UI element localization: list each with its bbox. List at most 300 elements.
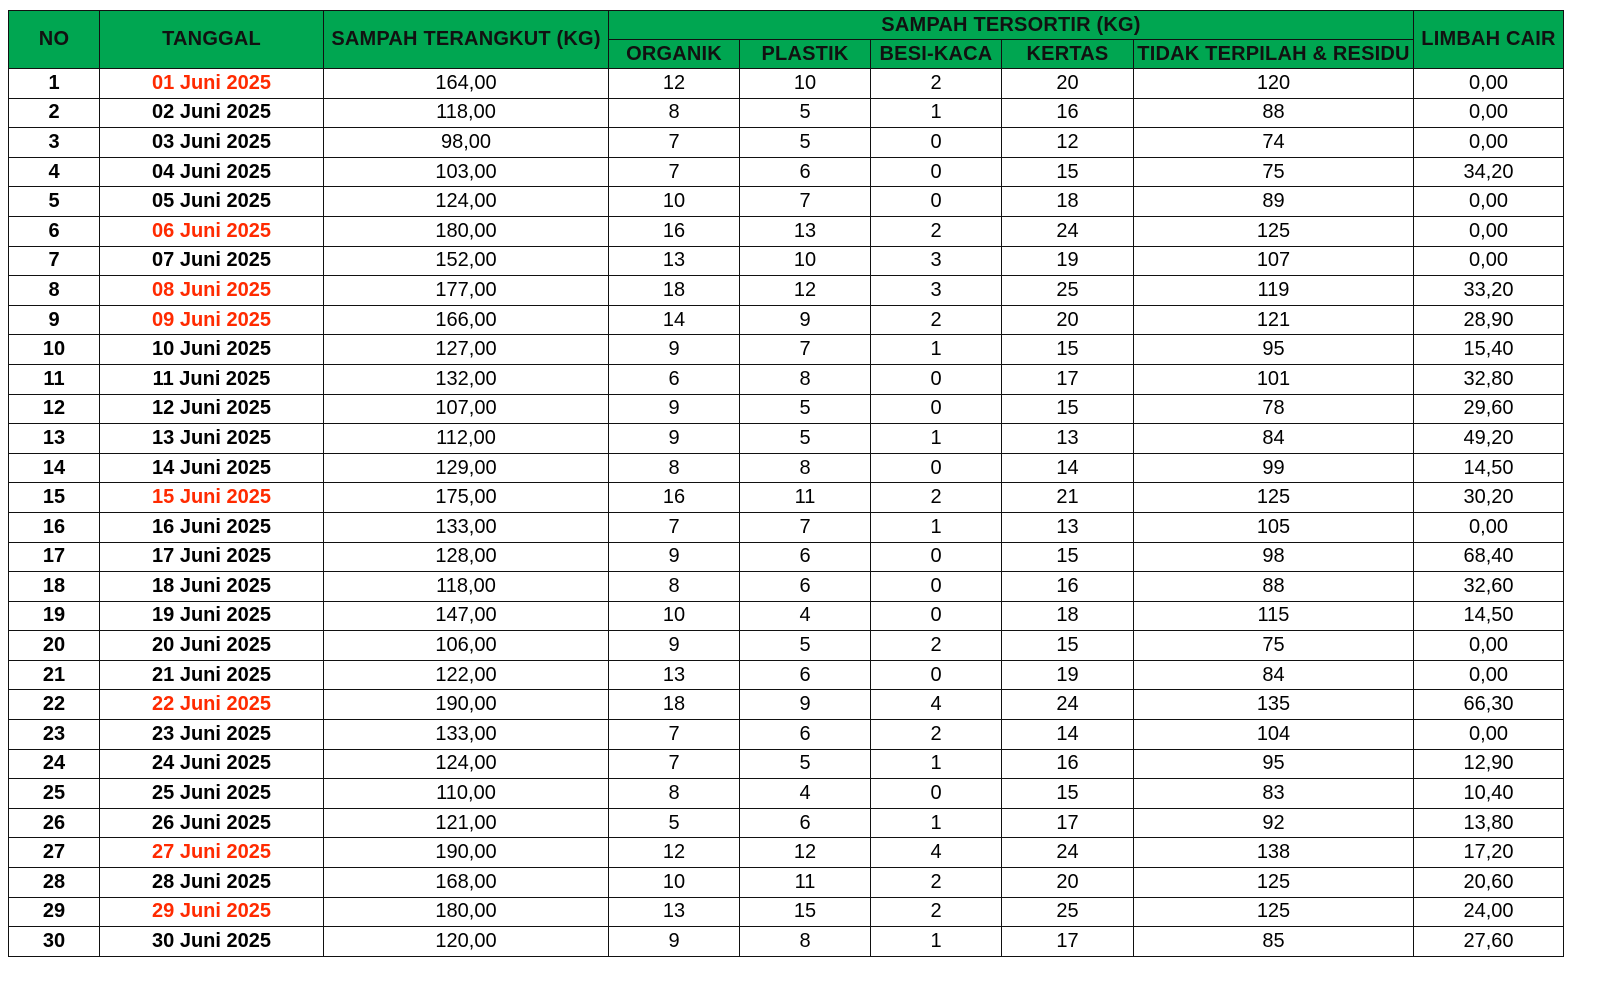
cell-limbah-cair: 0,00: [1414, 631, 1564, 661]
cell-residu: 119: [1134, 276, 1414, 306]
cell-tanggal: 19 Juni 2025: [100, 601, 324, 631]
cell-plastik: 7: [740, 512, 871, 542]
cell-tanggal: 21 Juni 2025: [100, 660, 324, 690]
cell-kertas: 18: [1002, 601, 1134, 631]
cell-limbah-cair: 14,50: [1414, 453, 1564, 483]
cell-no: 18: [9, 572, 100, 602]
table-row: [9, 394, 1564, 424]
cell-organik: 7: [609, 512, 740, 542]
table-header: [9, 11, 1564, 69]
cell-organik: 7: [609, 157, 740, 187]
cell-limbah-cair: 0,00: [1414, 246, 1564, 276]
cell-organik: 8: [609, 453, 740, 483]
cell-besi-kaca: 2: [871, 631, 1002, 661]
cell-limbah-cair: 13,80: [1414, 808, 1564, 838]
cell-organik: 12: [609, 838, 740, 868]
table-row: [9, 868, 1564, 898]
cell-kertas: 16: [1002, 749, 1134, 779]
cell-residu: 125: [1134, 868, 1414, 898]
cell-limbah-cair: 0,00: [1414, 128, 1564, 158]
cell-limbah-cair: 68,40: [1414, 542, 1564, 572]
cell-no: 2: [9, 98, 100, 128]
table-row: [9, 69, 1564, 99]
cell-besi-kaca: 1: [871, 512, 1002, 542]
cell-plastik: 6: [740, 808, 871, 838]
cell-limbah-cair: 32,80: [1414, 364, 1564, 394]
cell-organik: 9: [609, 424, 740, 454]
cell-organik: 13: [609, 246, 740, 276]
cell-terangkut: 98,00: [324, 128, 609, 158]
cell-tanggal: 20 Juni 2025: [100, 631, 324, 661]
cell-plastik: 8: [740, 364, 871, 394]
table-row: [9, 483, 1564, 513]
cell-limbah-cair: 0,00: [1414, 660, 1564, 690]
cell-tanggal: 07 Juni 2025: [100, 246, 324, 276]
cell-terangkut: 106,00: [324, 631, 609, 661]
cell-kertas: 17: [1002, 808, 1134, 838]
cell-residu: 120: [1134, 69, 1414, 99]
header-no: NO: [9, 11, 100, 69]
cell-terangkut: 103,00: [324, 157, 609, 187]
cell-plastik: 5: [740, 424, 871, 454]
cell-plastik: 12: [740, 838, 871, 868]
cell-limbah-cair: 10,40: [1414, 779, 1564, 809]
cell-tanggal: 17 Juni 2025: [100, 542, 324, 572]
cell-kertas: 24: [1002, 690, 1134, 720]
cell-kertas: 24: [1002, 216, 1134, 246]
cell-terangkut: 107,00: [324, 394, 609, 424]
cell-kertas: 25: [1002, 276, 1134, 306]
cell-plastik: 11: [740, 483, 871, 513]
cell-organik: 9: [609, 542, 740, 572]
table-row: [9, 187, 1564, 217]
cell-terangkut: 122,00: [324, 660, 609, 690]
cell-tanggal: 05 Juni 2025: [100, 187, 324, 217]
cell-no: 14: [9, 453, 100, 483]
cell-plastik: 5: [740, 749, 871, 779]
header-tanggal: TANGGAL: [100, 11, 324, 69]
cell-kertas: 16: [1002, 572, 1134, 602]
cell-plastik: 8: [740, 927, 871, 957]
header-organik: ORGANIK: [609, 40, 740, 69]
cell-limbah-cair: 12,90: [1414, 749, 1564, 779]
cell-tanggal: 11 Juni 2025: [100, 364, 324, 394]
cell-organik: 9: [609, 335, 740, 365]
cell-limbah-cair: 27,60: [1414, 927, 1564, 957]
cell-terangkut: 175,00: [324, 483, 609, 513]
cell-no: 6: [9, 216, 100, 246]
cell-besi-kaca: 4: [871, 690, 1002, 720]
table-row: [9, 424, 1564, 454]
cell-no: 19: [9, 601, 100, 631]
cell-besi-kaca: 1: [871, 808, 1002, 838]
cell-besi-kaca: 0: [871, 394, 1002, 424]
table-row: [9, 305, 1564, 335]
cell-kertas: 19: [1002, 660, 1134, 690]
cell-limbah-cair: 0,00: [1414, 512, 1564, 542]
cell-besi-kaca: 0: [871, 542, 1002, 572]
cell-plastik: 4: [740, 601, 871, 631]
cell-organik: 9: [609, 927, 740, 957]
cell-limbah-cair: 29,60: [1414, 394, 1564, 424]
cell-terangkut: 168,00: [324, 868, 609, 898]
cell-besi-kaca: 2: [871, 868, 1002, 898]
cell-plastik: 6: [740, 660, 871, 690]
cell-tanggal: 23 Juni 2025: [100, 720, 324, 750]
cell-besi-kaca: 1: [871, 335, 1002, 365]
cell-kertas: 15: [1002, 394, 1134, 424]
table-row: [9, 453, 1564, 483]
cell-kertas: 13: [1002, 424, 1134, 454]
cell-no: 8: [9, 276, 100, 306]
cell-terangkut: 118,00: [324, 98, 609, 128]
cell-no: 13: [9, 424, 100, 454]
cell-plastik: 8: [740, 453, 871, 483]
cell-kertas: 15: [1002, 157, 1134, 187]
header-sampah-tersortir: SAMPAH TERSORTIR (KG): [609, 11, 1414, 40]
cell-terangkut: 124,00: [324, 749, 609, 779]
cell-organik: 8: [609, 779, 740, 809]
cell-plastik: 4: [740, 779, 871, 809]
cell-besi-kaca: 0: [871, 572, 1002, 602]
cell-kertas: 25: [1002, 897, 1134, 927]
cell-tanggal: 06 Juni 2025: [100, 216, 324, 246]
cell-no: 4: [9, 157, 100, 187]
cell-terangkut: 133,00: [324, 512, 609, 542]
cell-residu: 125: [1134, 216, 1414, 246]
cell-besi-kaca: 2: [871, 720, 1002, 750]
cell-kertas: 24: [1002, 838, 1134, 868]
cell-no: 26: [9, 808, 100, 838]
cell-organik: 6: [609, 364, 740, 394]
cell-tanggal: 14 Juni 2025: [100, 453, 324, 483]
cell-tanggal: 12 Juni 2025: [100, 394, 324, 424]
table-row: [9, 98, 1564, 128]
cell-no: 22: [9, 690, 100, 720]
cell-residu: 125: [1134, 897, 1414, 927]
cell-residu: 105: [1134, 512, 1414, 542]
cell-organik: 10: [609, 868, 740, 898]
cell-tanggal: 22 Juni 2025: [100, 690, 324, 720]
cell-no: 30: [9, 927, 100, 957]
cell-organik: 16: [609, 483, 740, 513]
cell-no: 23: [9, 720, 100, 750]
cell-kertas: 15: [1002, 779, 1134, 809]
cell-limbah-cair: 15,40: [1414, 335, 1564, 365]
cell-organik: 13: [609, 897, 740, 927]
cell-plastik: 9: [740, 305, 871, 335]
cell-no: 1: [9, 69, 100, 99]
cell-tanggal: 10 Juni 2025: [100, 335, 324, 365]
cell-plastik: 7: [740, 335, 871, 365]
cell-residu: 74: [1134, 128, 1414, 158]
cell-organik: 5: [609, 808, 740, 838]
cell-organik: 16: [609, 216, 740, 246]
cell-plastik: 15: [740, 897, 871, 927]
table-row: [9, 690, 1564, 720]
cell-terangkut: 110,00: [324, 779, 609, 809]
cell-residu: 95: [1134, 335, 1414, 365]
cell-besi-kaca: 0: [871, 601, 1002, 631]
cell-residu: 83: [1134, 779, 1414, 809]
cell-residu: 121: [1134, 305, 1414, 335]
cell-organik: 13: [609, 660, 740, 690]
table-row: [9, 276, 1564, 306]
cell-besi-kaca: 4: [871, 838, 1002, 868]
cell-residu: 84: [1134, 424, 1414, 454]
cell-residu: 135: [1134, 690, 1414, 720]
cell-no: 20: [9, 631, 100, 661]
table-row: [9, 897, 1564, 927]
cell-besi-kaca: 2: [871, 69, 1002, 99]
cell-tanggal: 08 Juni 2025: [100, 276, 324, 306]
table-row: [9, 631, 1564, 661]
cell-terangkut: 124,00: [324, 187, 609, 217]
cell-plastik: 6: [740, 157, 871, 187]
cell-plastik: 6: [740, 572, 871, 602]
cell-terangkut: 120,00: [324, 927, 609, 957]
cell-plastik: 12: [740, 276, 871, 306]
cell-kertas: 14: [1002, 720, 1134, 750]
cell-terangkut: 133,00: [324, 720, 609, 750]
cell-no: 9: [9, 305, 100, 335]
header-residu: TIDAK TERPILAH & RESIDU: [1134, 40, 1414, 69]
cell-no: 10: [9, 335, 100, 365]
cell-organik: 7: [609, 720, 740, 750]
cell-limbah-cair: 20,60: [1414, 868, 1564, 898]
header-besi-kaca: BESI-KACA: [871, 40, 1002, 69]
cell-limbah-cair: 30,20: [1414, 483, 1564, 513]
cell-residu: 99: [1134, 453, 1414, 483]
cell-organik: 10: [609, 187, 740, 217]
table-row: [9, 660, 1564, 690]
cell-residu: 88: [1134, 572, 1414, 602]
cell-tanggal: 26 Juni 2025: [100, 808, 324, 838]
cell-plastik: 9: [740, 690, 871, 720]
cell-besi-kaca: 0: [871, 187, 1002, 217]
cell-terangkut: 112,00: [324, 424, 609, 454]
cell-tanggal: 18 Juni 2025: [100, 572, 324, 602]
header-sampah-terangkut: SAMPAH TERANGKUT (KG): [324, 11, 609, 69]
cell-kertas: 14: [1002, 453, 1134, 483]
cell-tanggal: 28 Juni 2025: [100, 868, 324, 898]
cell-terangkut: 129,00: [324, 453, 609, 483]
cell-tanggal: 09 Juni 2025: [100, 305, 324, 335]
cell-besi-kaca: 0: [871, 660, 1002, 690]
cell-besi-kaca: 2: [871, 305, 1002, 335]
cell-limbah-cair: 34,20: [1414, 157, 1564, 187]
cell-residu: 138: [1134, 838, 1414, 868]
table-row: [9, 364, 1564, 394]
table-row: [9, 335, 1564, 365]
cell-organik: 14: [609, 305, 740, 335]
cell-limbah-cair: 33,20: [1414, 276, 1564, 306]
cell-limbah-cair: 28,90: [1414, 305, 1564, 335]
cell-tanggal: 02 Juni 2025: [100, 98, 324, 128]
waste-data-table: [8, 10, 1564, 957]
header-plastik: PLASTIK: [740, 40, 871, 69]
table-row: [9, 572, 1564, 602]
cell-terangkut: 127,00: [324, 335, 609, 365]
cell-no: 11: [9, 364, 100, 394]
waste-report-sheet: [8, 10, 1564, 957]
cell-residu: 88: [1134, 98, 1414, 128]
cell-kertas: 17: [1002, 364, 1134, 394]
table-row: [9, 808, 1564, 838]
cell-limbah-cair: 24,00: [1414, 897, 1564, 927]
cell-plastik: 6: [740, 542, 871, 572]
cell-residu: 75: [1134, 631, 1414, 661]
cell-besi-kaca: 1: [871, 424, 1002, 454]
table-row: [9, 512, 1564, 542]
cell-no: 7: [9, 246, 100, 276]
cell-besi-kaca: 2: [871, 216, 1002, 246]
cell-besi-kaca: 2: [871, 897, 1002, 927]
cell-besi-kaca: 0: [871, 453, 1002, 483]
cell-limbah-cair: 49,20: [1414, 424, 1564, 454]
cell-organik: 10: [609, 601, 740, 631]
cell-residu: 104: [1134, 720, 1414, 750]
table-row: [9, 749, 1564, 779]
table-body: [9, 69, 1564, 957]
cell-plastik: 11: [740, 868, 871, 898]
table-row: [9, 216, 1564, 246]
cell-tanggal: 29 Juni 2025: [100, 897, 324, 927]
cell-no: 12: [9, 394, 100, 424]
cell-kertas: 19: [1002, 246, 1134, 276]
cell-besi-kaca: 0: [871, 779, 1002, 809]
cell-limbah-cair: 0,00: [1414, 216, 1564, 246]
cell-tanggal: 25 Juni 2025: [100, 779, 324, 809]
cell-kertas: 20: [1002, 868, 1134, 898]
cell-terangkut: 164,00: [324, 69, 609, 99]
cell-kertas: 15: [1002, 542, 1134, 572]
cell-no: 24: [9, 749, 100, 779]
cell-plastik: 5: [740, 98, 871, 128]
cell-plastik: 10: [740, 246, 871, 276]
cell-no: 21: [9, 660, 100, 690]
cell-plastik: 6: [740, 720, 871, 750]
table-row: [9, 542, 1564, 572]
table-row: [9, 720, 1564, 750]
cell-residu: 101: [1134, 364, 1414, 394]
cell-kertas: 21: [1002, 483, 1134, 513]
cell-besi-kaca: 3: [871, 276, 1002, 306]
cell-organik: 18: [609, 690, 740, 720]
cell-tanggal: 13 Juni 2025: [100, 424, 324, 454]
cell-organik: 7: [609, 749, 740, 779]
cell-organik: 9: [609, 631, 740, 661]
table-row: [9, 838, 1564, 868]
cell-besi-kaca: 2: [871, 483, 1002, 513]
cell-limbah-cair: 0,00: [1414, 69, 1564, 99]
cell-no: 15: [9, 483, 100, 513]
cell-residu: 95: [1134, 749, 1414, 779]
cell-kertas: 16: [1002, 98, 1134, 128]
cell-terangkut: 177,00: [324, 276, 609, 306]
cell-tanggal: 27 Juni 2025: [100, 838, 324, 868]
cell-terangkut: 180,00: [324, 216, 609, 246]
cell-besi-kaca: 1: [871, 749, 1002, 779]
cell-kertas: 13: [1002, 512, 1134, 542]
cell-terangkut: 121,00: [324, 808, 609, 838]
cell-limbah-cair: 66,30: [1414, 690, 1564, 720]
cell-organik: 8: [609, 98, 740, 128]
cell-limbah-cair: 0,00: [1414, 98, 1564, 128]
cell-besi-kaca: 3: [871, 246, 1002, 276]
cell-no: 5: [9, 187, 100, 217]
header-limbah-cair: LIMBAH CAIR: [1414, 11, 1564, 69]
table-row: [9, 246, 1564, 276]
cell-no: 28: [9, 868, 100, 898]
cell-plastik: 13: [740, 216, 871, 246]
cell-kertas: 17: [1002, 927, 1134, 957]
cell-organik: 18: [609, 276, 740, 306]
cell-plastik: 5: [740, 128, 871, 158]
cell-plastik: 5: [740, 394, 871, 424]
cell-terangkut: 190,00: [324, 838, 609, 868]
cell-plastik: 10: [740, 69, 871, 99]
cell-terangkut: 180,00: [324, 897, 609, 927]
header-kertas: KERTAS: [1002, 40, 1134, 69]
cell-residu: 107: [1134, 246, 1414, 276]
cell-terangkut: 152,00: [324, 246, 609, 276]
cell-no: 29: [9, 897, 100, 927]
table-row: [9, 157, 1564, 187]
cell-no: 16: [9, 512, 100, 542]
cell-residu: 78: [1134, 394, 1414, 424]
cell-residu: 125: [1134, 483, 1414, 513]
cell-tanggal: 15 Juni 2025: [100, 483, 324, 513]
cell-organik: 7: [609, 128, 740, 158]
cell-terangkut: 166,00: [324, 305, 609, 335]
cell-kertas: 15: [1002, 631, 1134, 661]
cell-residu: 85: [1134, 927, 1414, 957]
cell-besi-kaca: 0: [871, 364, 1002, 394]
cell-terangkut: 128,00: [324, 542, 609, 572]
cell-kertas: 15: [1002, 335, 1134, 365]
cell-kertas: 20: [1002, 305, 1134, 335]
cell-tanggal: 04 Juni 2025: [100, 157, 324, 187]
cell-residu: 115: [1134, 601, 1414, 631]
cell-kertas: 20: [1002, 69, 1134, 99]
cell-besi-kaca: 0: [871, 128, 1002, 158]
cell-no: 27: [9, 838, 100, 868]
cell-residu: 98: [1134, 542, 1414, 572]
cell-no: 3: [9, 128, 100, 158]
cell-tanggal: 01 Juni 2025: [100, 69, 324, 99]
cell-besi-kaca: 1: [871, 927, 1002, 957]
cell-organik: 12: [609, 69, 740, 99]
cell-residu: 75: [1134, 157, 1414, 187]
table-row: [9, 927, 1564, 957]
cell-residu: 92: [1134, 808, 1414, 838]
cell-organik: 8: [609, 572, 740, 602]
table-row: [9, 601, 1564, 631]
cell-limbah-cair: 0,00: [1414, 187, 1564, 217]
cell-plastik: 7: [740, 187, 871, 217]
cell-residu: 89: [1134, 187, 1414, 217]
cell-besi-kaca: 1: [871, 98, 1002, 128]
cell-terangkut: 132,00: [324, 364, 609, 394]
table-row: [9, 779, 1564, 809]
cell-limbah-cair: 32,60: [1414, 572, 1564, 602]
cell-limbah-cair: 14,50: [1414, 601, 1564, 631]
cell-besi-kaca: 0: [871, 157, 1002, 187]
cell-terangkut: 147,00: [324, 601, 609, 631]
cell-terangkut: 118,00: [324, 572, 609, 602]
cell-tanggal: 03 Juni 2025: [100, 128, 324, 158]
